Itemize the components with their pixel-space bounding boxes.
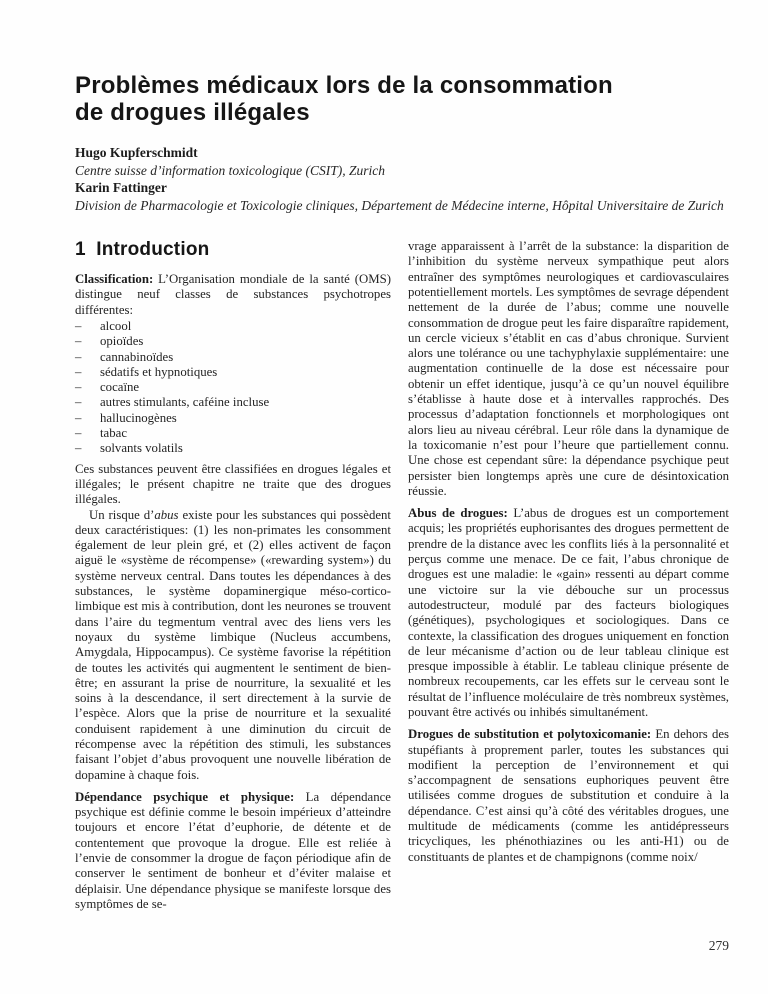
section-number: 1 [75,239,86,261]
dash-marker: – [75,441,82,456]
paragraph-abus-risk [75,508,391,783]
list-item [75,411,391,426]
paragraph-substitution [408,727,729,865]
list-item-label: sédatifs et hypnotiques [100,364,218,379]
paragraph-lead: Classification: [75,272,154,287]
dash-marker: – [75,426,82,441]
paragraph-text: La dépendance psychique est définie comme le besoin impérieux d’atteindre toujours et encore l’état d’euphorie, de détente et de contentement que provoque la drogue. Elle est reliée à l’envie de consommer la drogue de façon périodique afin de conserver le sentiment de bonheur et d’éviter malaise et déplaisir. Une dépendance physique se manifeste lorsque des symptômes de se- [75,789,391,911]
dash-marker: – [75,410,82,425]
list-item [75,395,391,410]
author-name: Hugo Kupferschmidt [75,145,198,161]
dash-marker: – [75,334,82,349]
list-item [75,365,391,380]
list-item-label: cocaïne [100,380,140,395]
page-number: 279 [708,938,729,953]
paragraph-classification [75,272,391,318]
page-content [75,56,729,912]
dash-marker: – [75,364,82,379]
italic-term: abus [154,507,179,522]
dash-marker: – [75,349,82,364]
paragraph-sevrage: vrage apparaissent à l’arrêt de la substance: la disparition de l’inhibition du système nerveux sympathique peut alors entraîner des symptômes neurologiques et cardiovasculaires potentiellement mortels. Les symptômes de sevrage dépendent nettement de la durée de l’abus; comme une nouvelle consommation de drogue peut les faire disparaître rapidement, un cercle vicieux s’établit en cas d’abus chronique. Survient alors une tolérance ou une tachyphylaxie supplémentaire: une augmentation continuelle de la dose est nécessaire pour obtenir un effet identique, jusqu’à ce qu’un nouvel équilibre s’établisse à haute dose et à intervalles rapprochés. Des processus d’adaptation fonctionnels et morphologiques ont alors lieu au niveau cérébral. Leur rôle dans la dynamique de la toxicomanie n’est pour l’heure que partiellement connu. Une chose est cependant sûre: la dépendance psychique peut persister bien longtemps après une cure de désintoxication réussie. [408,239,729,498]
list-item-label: opioïdes [100,334,144,349]
list-item [75,319,391,334]
article-title [75,72,729,126]
paragraph-text: Un risque d’ [89,507,155,522]
list-item-label: cannabinoïdes [100,349,174,364]
section-title: Introduction [96,239,210,261]
list-item [75,334,391,349]
article-title-line-2: de drogues illégales [75,99,310,127]
two-column-body [75,239,729,912]
paragraph-dependance [75,790,391,912]
right-column [408,239,729,912]
dash-marker: – [75,395,82,410]
paragraph-text: existe pour les substances qui possèdent deux caractéristiques: (1) les non-primates les consomment également de leur plein gré, et (2) elles activent de façon aiguë le «système de récompense» («rewarding system») du système nerveux central. Dans toutes les dépendances à des substances, le système dopaminergique méso-cortico-limbique est mis à contribution, dont les neurones se trouvent dans l’aire du tegmentum ventral avec des liens vers les noyaux du système limbique (Nucleus accumbens, Amygdala, Hippocampus). Ce système favorise la répétition de toutes les activités qui augmentent le sentiment de bien-être; en assurant la prise de nourriture, la sexualité et les soins à la descendance, il sert directement à la survie de l’espèce. Alors que la prise de nourriture et la sexualité conduisent rapidement à une diminution du circuit de récompense avec la répétition des stimuli, les substances faisant l’objet d’abus provoquent une nouvelle libération de dopamine à chaque fois. [75,507,391,782]
paragraph-lead: Abus de drogues: [408,506,508,521]
paragraph-abus-de-drogues [408,506,729,720]
dash-marker: – [75,380,82,395]
paragraph-lead: Drogues de substitution et polytoxicomanie: [408,727,652,742]
substance-list [75,319,391,457]
list-item-label: alcool [100,318,132,333]
author-name: Karin Fattinger [75,180,167,196]
list-item-label: solvants volatils [100,441,183,456]
paragraph-text: L’abus de drogues est un comportement acquis; les propriétés euphorisantes des drogues permettent de prendre de la distance avec les conflits liés à la personnalité et perçus comme une menace. De ce fait, l’abus chronique de drogues est une maladie: le «gain» ressenti au départ comme une victoire sur la vie débouche sur un processus autodestructeur, modulé par des facteurs biologiques (génétiques), psychologiques et sociologiques. Dans ce contexte, la classification des drogues uniquement en fonction de leur mécanisme d’action ou de leur tableau clinique est presque impossible à établir. Le tableau clinique présente de nombreux recoupements, car les effets sur le cerveau sont le résultat de l’influence moléculaire de très nombreux systèmes, pouvant être activés ou inhibés simultanément. [408,506,729,719]
list-item [75,426,391,441]
authors-block [75,144,729,214]
author-affiliation: Division de Pharmacologie et Toxicologie cliniques, Département de Médecine interne, Hôpital Universitaire de Zurich [75,197,724,213]
paragraph-text: L’Organisation mondiale de la santé (OMS) distingue neuf classes de substances psychotropes différentes: [75,272,391,317]
author-affiliation: Centre suisse d’information toxicologique (CSIT), Zurich [75,162,385,178]
paragraph-text: En dehors des stupéfiants à proprement parler, toutes les substances qui modifient la perception de l’environnement et qui s’accompagnent de sensations euphoriques peuvent être utilisées comme drogues de substitution et conduire à la dépendance. C’est ainsi qu’à côté des véritables drogues, une multitude de médicaments (comme les antidépresseurs tricycliques, les phénothiazines ou les anti-H1) ou de constituants de plantes et de champignons (comme noix/ [408,727,729,864]
list-item [75,441,391,456]
section-heading [75,239,391,261]
article-title-line-1: Problèmes médicaux lors de la consommation [75,72,613,100]
left-column [75,239,391,912]
dash-marker: – [75,318,82,333]
paragraph-legal-illegal: Ces substances peuvent être classifiées en drogues légales et illégales; le présent chapitre ne traite que des drogues illégales. [75,461,391,507]
list-item [75,380,391,395]
list-item-label: hallucinogènes [100,410,177,425]
list-item-label: autres stimulants, caféine incluse [100,395,270,410]
paragraph-lead: Dépendance psychique et physique: [75,789,295,804]
list-item [75,350,391,365]
list-item-label: tabac [100,426,127,441]
